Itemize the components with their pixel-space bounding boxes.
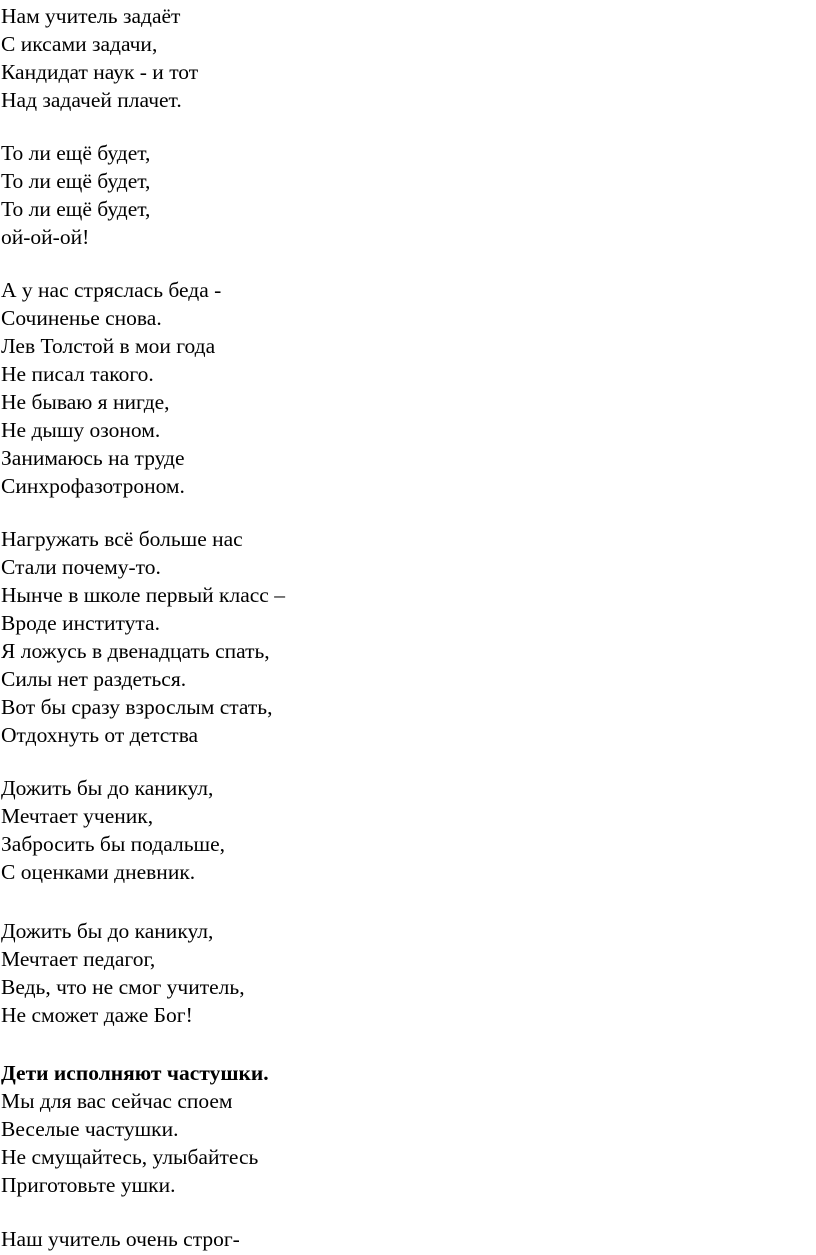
poem-line: Кандидат наук - и тот — [1, 60, 199, 84]
poem-line: Не смущайтесь, улыбайтесь — [1, 1145, 259, 1169]
poem-line: Не дышу озоном. — [1, 418, 161, 442]
poem-line: Над задачей плачет. — [1, 88, 182, 112]
poem-line: ой-ой-ой! — [1, 225, 90, 249]
poem-line: Синхрофазотроном. — [1, 474, 185, 498]
poem-line: Приготовьте ушки. — [1, 1173, 176, 1197]
poem-line: Я ложусь в двенадцать спать, — [1, 639, 270, 663]
poem-line: Стали почему-то. — [1, 555, 161, 579]
poem-line: То ли ещё будет, — [1, 141, 151, 165]
poem-line: Мечтает педагог, — [1, 947, 156, 971]
poem-line: Не писал такого. — [1, 362, 154, 386]
poem-line: То ли ещё будет, — [1, 197, 151, 221]
poem-line: Не бываю я нигде, — [1, 390, 170, 414]
poem-line: Лев Толстой в мои года — [1, 334, 216, 358]
poem-line: То ли ещё будет, — [1, 169, 151, 193]
poem-line: С оценками дневник. — [1, 860, 196, 884]
poem-line: Мечтает ученик, — [1, 804, 154, 828]
poem-line: А у нас стряслась беда - — [1, 278, 222, 302]
section-heading: Дети исполняют частушки. — [1, 1061, 269, 1085]
poem-line: Вроде института. — [1, 611, 160, 635]
poem-line: С иксами задачи, — [1, 32, 158, 56]
poem-line: Дожить бы до каникул, — [1, 919, 214, 943]
poem-line: Наш учитель очень строг- — [1, 1227, 240, 1251]
poem-line: Мы для вас сейчас споем — [1, 1089, 233, 1113]
poem-line: Не сможет даже Бог! — [1, 1003, 193, 1027]
poem-line: Ведь, что не смог учитель, — [1, 975, 245, 999]
poem-line: Силы нет раздеться. — [1, 667, 187, 691]
poem-line: Занимаюсь на труде — [1, 446, 185, 470]
poem-line: Нам учитель задаёт — [1, 4, 181, 28]
poem-line: Забросить бы подальше, — [1, 832, 225, 856]
poem-line: Вот бы сразу взрослым стать, — [1, 695, 273, 719]
poem-line: Веселые частушки. — [1, 1117, 179, 1141]
poem-line: Отдохнуть от детства — [1, 723, 199, 747]
poem-line: Дожить бы до каникул, — [1, 776, 214, 800]
poem-line: Нагружать всё больше нас — [1, 527, 243, 551]
poem-line: Нынче в школе первый класс – — [1, 583, 285, 607]
poem-line: Сочиненье снова. — [1, 306, 162, 330]
